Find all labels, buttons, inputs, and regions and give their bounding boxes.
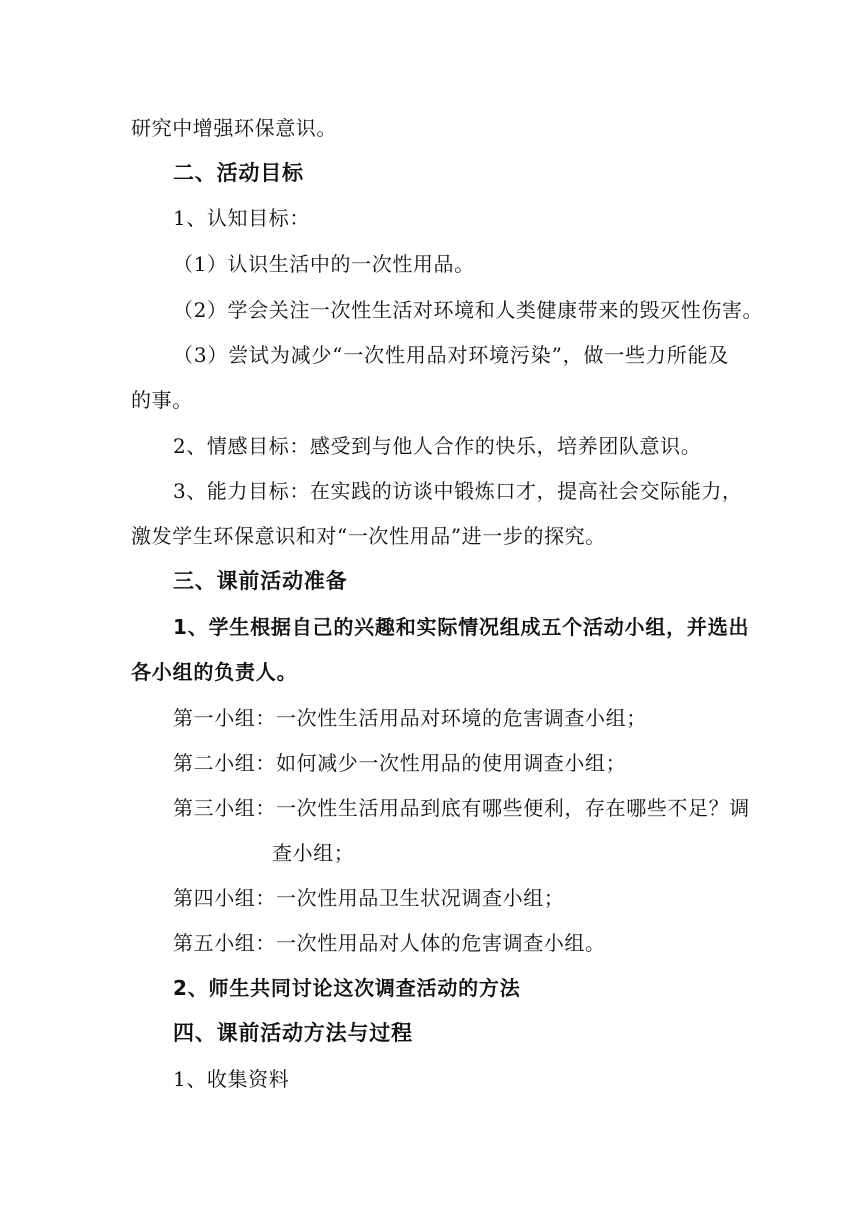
section-heading-2: 二、活动目标 — [173, 161, 304, 185]
ability-goal: 3、能力目标：在实践的访谈中锻炼口才，提高社会交际能力， — [173, 479, 743, 503]
cognitive-item-1: （1）认识生活中的一次性用品。 — [173, 252, 475, 276]
subheading-cognitive-goal: 1、认知目标： — [173, 206, 310, 230]
group-4: 第四小组：一次性用品卫生状况调查小组； — [173, 886, 565, 910]
cognitive-item-2: （2）学会关注一次性生活对环境和人类健康带来的毁灭性伤害。 — [173, 298, 764, 322]
prep-item-2: 2、师生共同讨论这次调查活动的方法 — [173, 976, 521, 1000]
paragraph-continuation: 研究中增强环保意识。 — [131, 116, 337, 140]
cognitive-item-3-cont: 的事。 — [131, 388, 193, 412]
section-heading-3: 三、课前活动准备 — [173, 569, 348, 593]
process-item-1: 1、收集资料 — [173, 1067, 290, 1091]
ability-goal-cont: 激发学生环保意识和对“一次性用品”进一步的探究。 — [131, 524, 606, 548]
group-5: 第五小组：一次性用品对人体的危害调查小组。 — [173, 931, 606, 955]
section-heading-4: 四、课前活动方法与过程 — [173, 1021, 413, 1045]
prep-item-1: 1、学生根据自己的兴趣和实际情况组成五个活动小组，并选出 — [173, 615, 750, 639]
group-1: 第一小组：一次性生活用品对环境的危害调查小组； — [173, 706, 647, 730]
prep-item-1-cont: 各小组的负责人。 — [131, 660, 298, 684]
group-3-cont: 查小组； — [272, 841, 355, 865]
group-3: 第三小组：一次性生活用品到底有哪些便利，存在哪些不足？调 — [173, 796, 750, 820]
cognitive-item-3: （3）尝试为减少“一次性用品对环境污染”，做一些力所能及 — [173, 343, 729, 367]
group-2: 第二小组：如何减少一次性用品的使用调查小组； — [173, 751, 627, 775]
emotional-goal: 2、情感目标：感受到与他人合作的快乐，培养团队意识。 — [173, 434, 702, 458]
